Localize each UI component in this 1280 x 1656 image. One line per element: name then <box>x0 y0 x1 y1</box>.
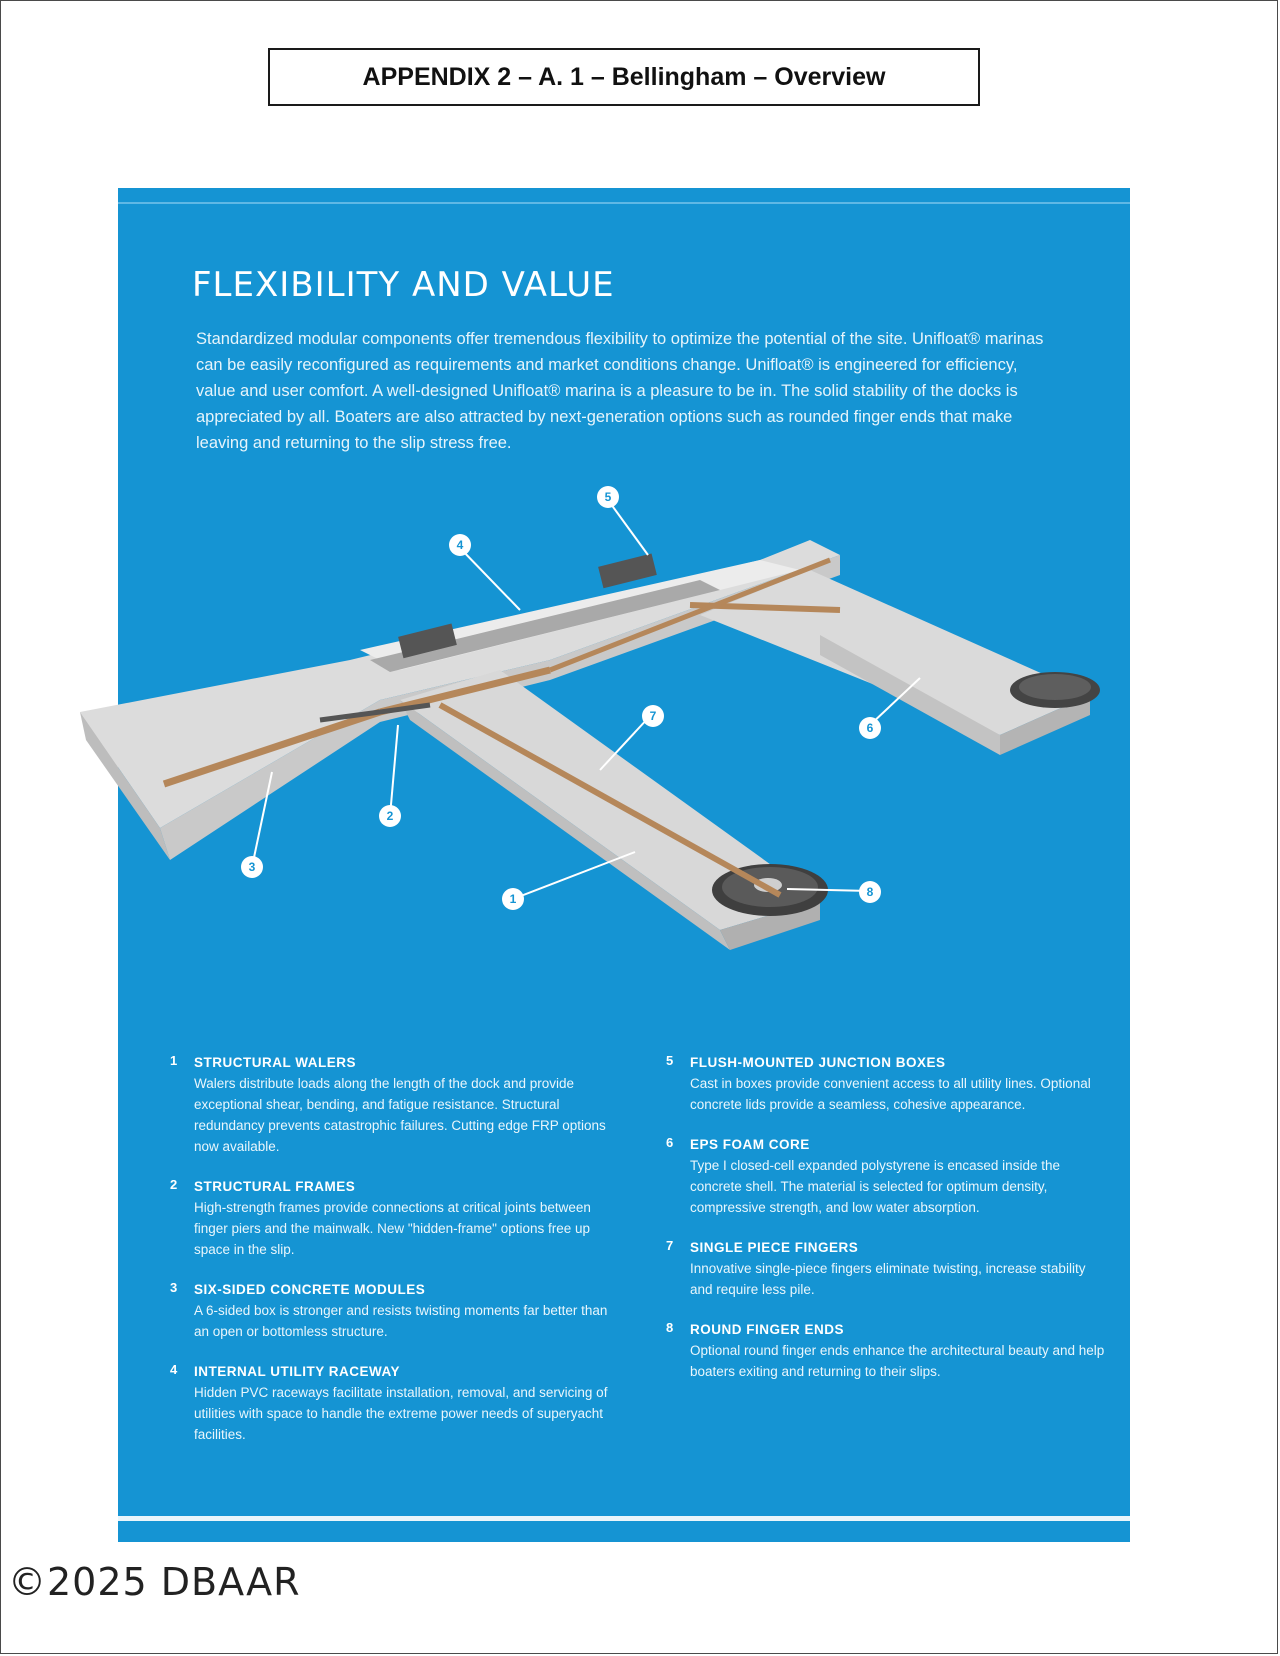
svg-text:6: 6 <box>866 721 874 735</box>
feature-title: STRUCTURAL WALERS <box>194 1055 356 1070</box>
feature-number: 4 <box>170 1362 178 1377</box>
callout-4 <box>449 534 471 556</box>
callout-5 <box>597 486 619 508</box>
svg-text:2: 2 <box>386 809 394 823</box>
panel-bottom-rule <box>118 1516 1130 1521</box>
dock-diagram <box>80 490 1190 1020</box>
feature-description: Type I closed-cell expanded polystyrene is encased inside the concrete shell. The material is selected for optimum density, compressive strength, and low water absorption. <box>690 1158 1060 1215</box>
feature-description: Hidden PVC raceways facilitate installation, removal, and servicing of utilities with space to handle the extreme power needs of superyacht facilities. <box>194 1385 608 1442</box>
feature-description: A 6-sided box is stronger and resists twisting moments far better than an open or bottomless structure. <box>194 1303 608 1339</box>
features-list <box>170 1053 1105 1453</box>
feature-item <box>666 1135 1106 1218</box>
feature-number: 3 <box>170 1280 178 1295</box>
features-column-left <box>170 1053 610 1465</box>
features-column-right <box>666 1053 1106 1402</box>
svg-text:1: 1 <box>509 892 517 906</box>
callout-6 <box>859 717 881 739</box>
svg-text:4: 4 <box>456 538 464 552</box>
callout-1 <box>502 888 524 910</box>
feature-description: Innovative single-piece fingers eliminate twisting, increase stability and require less pile. <box>690 1261 1086 1297</box>
page-title: APPENDIX 2 – A. 1 – Bellingham – Overview <box>268 48 980 106</box>
svg-text:5: 5 <box>604 490 612 504</box>
callout-7 <box>642 705 664 727</box>
intro-paragraph: Standardized modular components offer tremendous flexibility to optimize the potential of the site. Unifloat® marinas can be easily reconfigured as requirements and market conditions change. Unifloat® is engineered for efficiency, value and user comfort. A well-designed Unifloat® marina is a pleasure to be in. The solid stability of the docks is appreciated by all. Boaters are also attracted by next-generation options such as rounded finger ends that make leaving and returning to the slip stress free. <box>196 330 1044 452</box>
section-heading: FLEXIBILITY AND VALUE <box>192 265 615 305</box>
svg-text:8: 8 <box>866 885 874 899</box>
callout-8 <box>859 881 881 903</box>
feature-title: EPS FOAM CORE <box>690 1137 810 1152</box>
feature-item <box>170 1053 610 1157</box>
feature-title: SIX-SIDED CONCRETE MODULES <box>194 1282 426 1297</box>
svg-text:3: 3 <box>248 860 256 874</box>
feature-number: 2 <box>170 1177 178 1192</box>
feature-item <box>170 1280 610 1342</box>
feature-item <box>170 1177 610 1260</box>
feature-item <box>170 1362 610 1445</box>
feature-description: Walers distribute loads along the length of the dock and provide exceptional shear, bending, and fatigue resistance. Structural redundancy prevents catastrophic failures. Cutting edge FRP options now available. <box>194 1076 606 1154</box>
feature-description: High-strength frames provide connections at critical joints between finger piers and the mainwalk. New "hidden-frame" options free up space in the slip. <box>194 1200 591 1257</box>
feature-description: Optional round finger ends enhance the architectural beauty and help boaters exiting and returning to their slips. <box>690 1343 1105 1379</box>
feature-number: 8 <box>666 1320 674 1335</box>
feature-number: 5 <box>666 1053 674 1068</box>
panel-top-rule <box>118 202 1130 204</box>
feature-number: 7 <box>666 1238 674 1253</box>
callout-2 <box>379 805 401 827</box>
feature-title: ROUND FINGER ENDS <box>690 1322 845 1337</box>
center-finger <box>400 670 828 950</box>
feature-title: SINGLE PIECE FINGERS <box>690 1240 859 1255</box>
feature-title: INTERNAL UTILITY RACEWAY <box>194 1364 401 1379</box>
feature-number: 1 <box>170 1053 178 1068</box>
feature-item <box>666 1238 1106 1300</box>
callout-3 <box>241 856 263 878</box>
copyright-watermark: ©2025 DBAAR <box>8 1560 301 1604</box>
feature-item <box>666 1320 1106 1382</box>
feature-item <box>666 1053 1106 1115</box>
feature-title: FLUSH-MOUNTED JUNCTION BOXES <box>690 1055 946 1070</box>
right-finger <box>690 570 1100 755</box>
svg-text:7: 7 <box>649 709 657 723</box>
feature-title: STRUCTURAL FRAMES <box>194 1179 356 1194</box>
feature-number: 6 <box>666 1135 674 1150</box>
feature-description: Cast in boxes provide convenient access to all utility lines. Optional concrete lids provide a seamless, cohesive appearance. <box>690 1076 1091 1112</box>
